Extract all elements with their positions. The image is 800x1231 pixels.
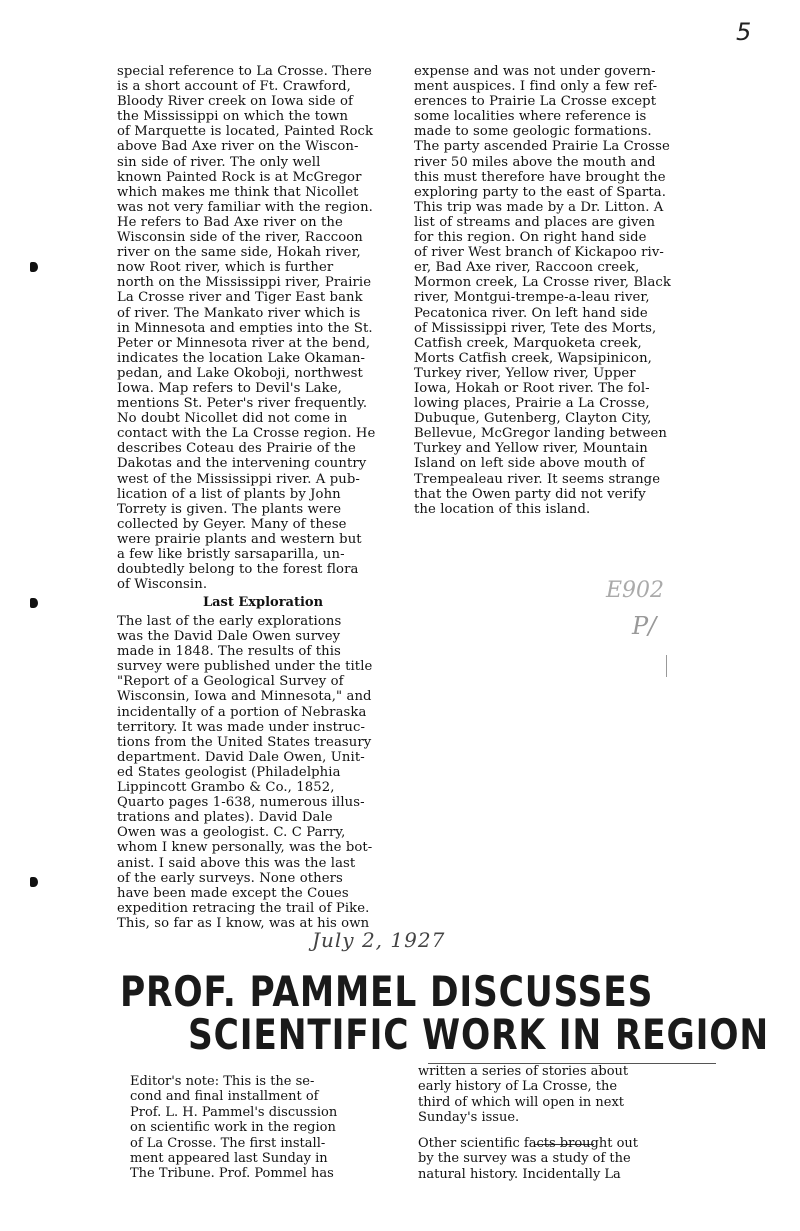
- handwritten-margin-note: E902: [606, 578, 665, 603]
- pencil-mark: [666, 655, 667, 677]
- margin-bullet: [30, 598, 38, 608]
- margin-bullet: [30, 877, 38, 887]
- article-column-1-top: special reference to La Crosse. There is a short account of Ft. Crawford, Bloody River creek on Iowa side of the Mississippi on which the town of Marquette is located, Painted Rock above Bad Axe river on the Wiscon- sin side of river. The only well known Painted Rock is at McGregor which makes me think that Nicollet was not very familiar with the region. He refers to Bad Axe river on the Wisconsin side of the river, Raccoon river on the same side, Hokah river, now Root river, which is further north on the Mississippi river, Prairie La Crosse river and Tiger East bank of river. The Mankato river which is in Minnesota and empties into the St. Peter or Minnesota river at the bend, indicates the location Lake Okaman- pedan, and Lake Okoboji, northwest Iowa. Map refers to Devil's Lake, mentions St. Peter's river frequently. No doubt Nicollet did not come in contact with the La Crosse region. He describes Coteau des Prairie of the Dakotas and the intervening country west of the Mississippi river. A pub- lication of a list of plants by John Torrety is given. The plants were collected by Geyer. Many of these were prairie plants and western but a few like bristly sarsaparilla, un- doubtedly belong to the forest flora of Wisconsin.: [117, 64, 376, 593]
- article-column-1-bottom: The last of the early explorations was the David Dale Owen survey made in 1848. The results of this survey were published under the title "Report of a Geological Survey of Wisconsin, Iowa and Minnesota," and incidentally of a portion of Nebraska territory. It was made under instruc- tions from the United States treasury department. David Dale Owen, Unit- ed States geologist (Philadelphia Lippincott Grambo & Co., 1852, Quarto pages 1-638, numerous illus- trations and plates). David Dale Owen was a geologist. C. C Parry, whom I knew personally, was the bot- anist. I said above this was the last of the early surveys. None others have been made except the Coues expedition retracing the trail of Pike. This, so far as I know, was at his own: [117, 614, 373, 931]
- handwritten-date: July 2, 1927: [312, 928, 446, 952]
- page-number: 5: [736, 18, 752, 46]
- handwritten-margin-note-2: P/: [632, 612, 657, 640]
- headline-line-1: PROF. PAMMEL DISCUSSES: [120, 967, 654, 1016]
- margin-bullet: [30, 262, 38, 272]
- section-subhead: Last Exploration: [202, 595, 324, 610]
- editors-note-continued: written a series of stories about early history of La Crosse, the third of which will open in next Sunday's issue.: [418, 1064, 629, 1126]
- headline-line-2: SCIENTIFIC WORK IN REGION: [188, 1010, 769, 1059]
- article-column-2: expense and was not under govern- ment auspices. I find only a few ref- erences to Prairie La Crosse except some localities where reference is made to some geologic formations. The party ascended Prairie La Crosse river 50 miles above the mouth and this must therefore have brought the exploring party to the east of Sparta. This trip was made by a Dr. Litton. A list of streams and places are given for this region. On right hand side of river West branch of Kickapoo riv- er, Bad Axe river, Raccoon creek, Mormon creek, La Crosse river, Black river, Montgui-trempe-a-leau river, Pecatonica river. On left hand side of Mississippi river, Tete des Morts, Catfish creek, Marquoketa creek, Morts Catfish creek, Wapsipinicon, Turkey river, Yellow river, Upper Iowa, Hokah or Root river. The fol- lowing places, Prairie a La Crosse, Dubuque, Gutenberg, Clayton City, Bellevue, McGregor landing between Turkey and Yellow river, Mountain Island on left side above mouth of Trempealeau river. It seems strange that the Owen party did not verify the location of this island.: [414, 64, 671, 517]
- article-continuation: Other scientific facts brought out by the survey was a study of the natural history. Incidentally La: [418, 1136, 639, 1182]
- editors-note: Editor's note: This is the se- cond and final installment of Prof. L. H. Pammel's discussion on scientific work in the region of La Crosse. The first install- ment appeared last Sunday in The Tribune. Prof. Pommel has: [130, 1074, 338, 1182]
